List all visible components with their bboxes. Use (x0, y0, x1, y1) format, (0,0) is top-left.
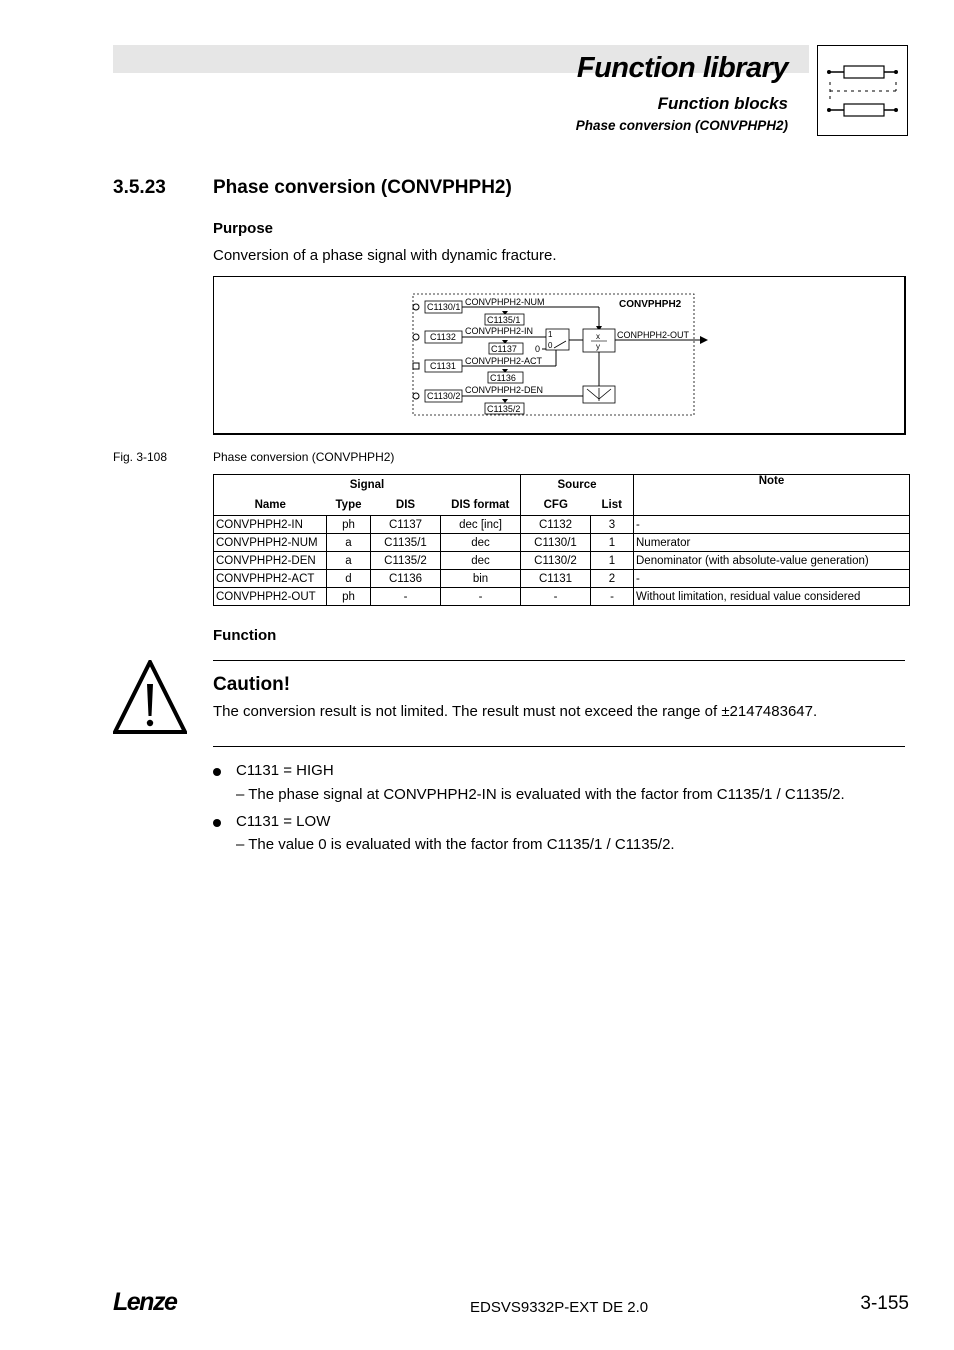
input-in-dis: C1137 (491, 344, 517, 354)
table-col-note: Note (634, 475, 910, 516)
bullet-icon (213, 768, 221, 776)
function-block-icon (817, 45, 908, 136)
input-in-signal: CONVPHPH2-IN (465, 326, 534, 336)
bullet-low-head: C1131 = LOW (236, 813, 331, 830)
cell-cfg: C1130/2 (521, 552, 591, 570)
table-col-list: List (591, 495, 634, 516)
table-row (214, 534, 910, 552)
table-col-dis-format: DIS format (441, 495, 521, 516)
output-arrow-icon (700, 336, 708, 344)
section-number: 3.5.23 (113, 177, 166, 198)
caution-bottom-rule (213, 746, 905, 747)
cell-type: ph (327, 588, 371, 606)
cell-name: CONVPHPH2-NUM (214, 534, 327, 552)
caution-text: The conversion result is not limited. The result must not exceed the range of ±2147483647. (213, 703, 818, 720)
output-signal: CONPHPH2-OUT (617, 330, 690, 340)
bullet-low-text: – The value 0 is evaluated with the factor from C1135/1 / C1135/2. (236, 836, 675, 853)
cell-list: 1 (591, 552, 634, 570)
table-row (214, 588, 910, 606)
cell-name: CONVPHPH2-IN (214, 516, 327, 534)
cell-format: dec (441, 552, 521, 570)
input-num-signal: CONVPHPH2-NUM (465, 297, 545, 307)
signal-table (213, 474, 910, 606)
lenze-logo: Lenze (113, 1288, 177, 1316)
cell-dis: C1136 (371, 570, 441, 588)
cell-dis: C1135/1 (371, 534, 441, 552)
block-name-label: CONVPHPH2 (619, 299, 682, 310)
page-title: Function library (576, 52, 788, 84)
table-row (214, 516, 910, 534)
figure-caption: Phase conversion (CONVPHPH2) (213, 450, 395, 464)
page-section-label: Phase conversion (CONVPHPH2) (575, 118, 788, 133)
divider-x: x (596, 332, 600, 341)
cell-name: CONVPHPH2-ACT (214, 570, 327, 588)
table-col-type: Type (327, 495, 371, 516)
table-col-cfg: CFG (521, 495, 591, 516)
divider-y: y (596, 342, 600, 351)
page-number: 3-155 (860, 1293, 909, 1314)
cell-note: Without limitation, residual value considered (634, 588, 910, 606)
cell-cfg: C1131 (521, 570, 591, 588)
cell-format: dec (441, 534, 521, 552)
bullet-icon (213, 819, 221, 827)
table-row (214, 570, 910, 588)
cell-type: d (327, 570, 371, 588)
input-act-dis: C1136 (490, 373, 516, 383)
table-group-source: Source (521, 475, 634, 496)
cell-list: 3 (591, 516, 634, 534)
bullet-high-text: – The phase signal at CONVPHPH2-IN is evaluated with the factor from C1135/1 / C1135/2. (236, 786, 845, 803)
switch-zero: 0 (548, 341, 553, 350)
input-num-code: C1130/1 (427, 302, 461, 312)
zero-constant: 0 (535, 344, 541, 354)
cell-note: Denominator (with absolute-value generation) (634, 552, 910, 570)
cell-cfg: - (521, 588, 591, 606)
cell-format: - (441, 588, 521, 606)
input-act-signal: CONVPHPH2-ACT (465, 356, 543, 366)
cell-note: Numerator (634, 534, 910, 552)
cell-note: - (634, 516, 910, 534)
section-title: Phase conversion (CONVPHPH2) (213, 177, 512, 198)
function-block-diagram (213, 276, 906, 435)
cell-cfg: C1130/1 (521, 534, 591, 552)
cell-list: - (591, 588, 634, 606)
table-group-signal: Signal (214, 475, 521, 496)
cell-dis: C1137 (371, 516, 441, 534)
input-den-code: C1130/2 (427, 391, 461, 401)
cell-format: bin (441, 570, 521, 588)
cell-type: a (327, 534, 371, 552)
cell-list: 1 (591, 534, 634, 552)
cell-name: CONVPHPH2-DEN (214, 552, 327, 570)
switch-one: 1 (548, 330, 553, 339)
cell-format: dec [inc] (441, 516, 521, 534)
cell-dis: C1135/2 (371, 552, 441, 570)
cell-type: ph (327, 516, 371, 534)
cell-name: CONVPHPH2-OUT (214, 588, 327, 606)
input-act-code: C1131 (430, 361, 456, 371)
purpose-text: Conversion of a phase signal with dynamic fracture. (213, 247, 557, 264)
input-in-code: C1132 (430, 332, 456, 342)
table-row (214, 552, 910, 570)
document-id: EDSVS9332P-EXT DE 2.0 (470, 1299, 649, 1316)
function-heading: Function (213, 627, 277, 644)
input-num-dis: C1135/1 (487, 315, 521, 325)
input-den-signal: CONVPHPH2-DEN (465, 385, 544, 395)
warning-triangle-icon (113, 660, 187, 739)
page-subtitle: Function blocks (657, 94, 788, 113)
cell-dis: - (371, 588, 441, 606)
input-den-dis: C1135/2 (487, 404, 521, 414)
cell-type: a (327, 552, 371, 570)
purpose-heading: Purpose (213, 220, 274, 237)
cell-note: - (634, 570, 910, 588)
caution-top-rule (213, 660, 905, 661)
bullet-high-head: C1131 = HIGH (236, 762, 334, 779)
figure-number: Fig. 3-108 (113, 450, 168, 464)
cell-cfg: C1132 (521, 516, 591, 534)
cell-list: 2 (591, 570, 634, 588)
table-col-dis: DIS (371, 495, 441, 516)
table-col-name: Name (214, 495, 327, 516)
caution-title: Caution! (213, 674, 291, 695)
